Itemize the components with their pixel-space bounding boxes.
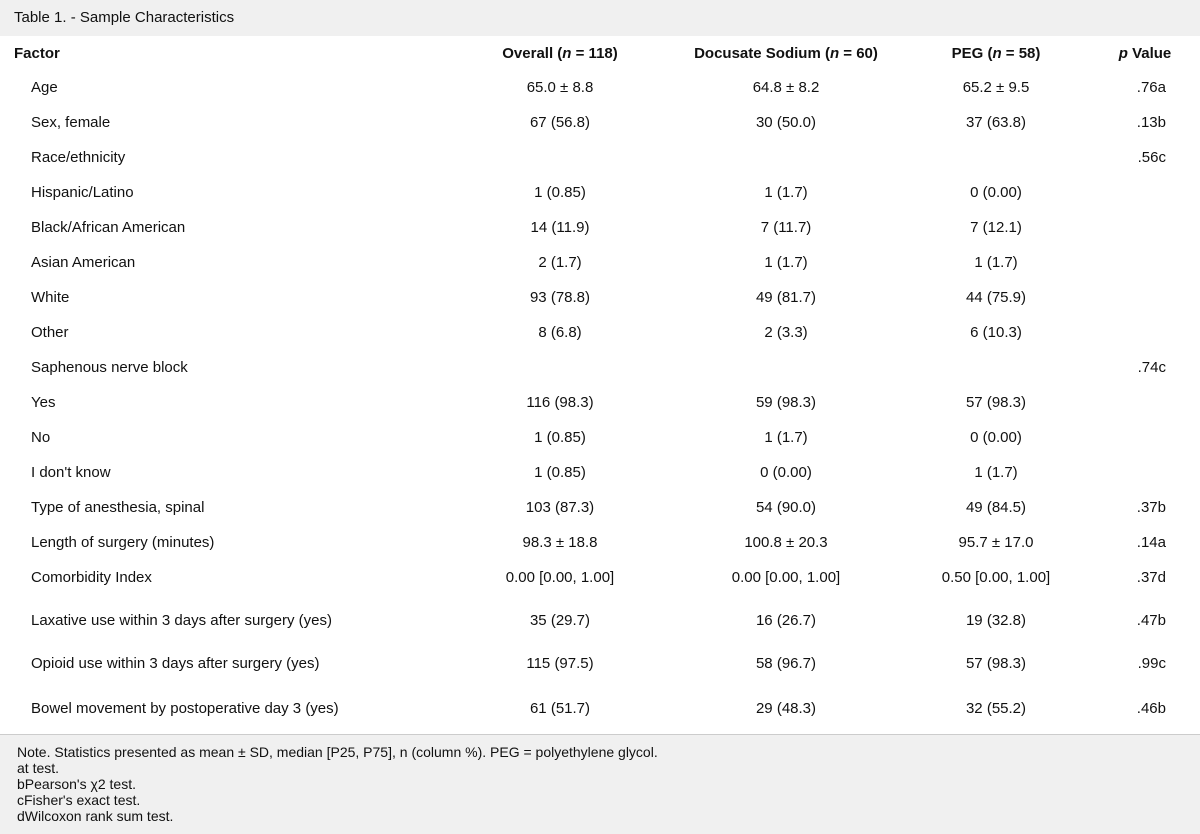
p-value-cell [1090,385,1200,420]
header-text: n [992,44,1002,62]
factor-cell: Opioid use within 3 days after surgery (yes) [31,655,320,672]
table-row [0,175,1200,210]
p-value-cell: .37b [1136,499,1166,516]
note-line: cFisher's exact test. [17,792,141,808]
peg-cell: 65.2 ± 9.5 [962,79,1030,96]
overall-cell: 65.0 ± 8.8 [526,79,594,96]
docusate-cell: 1 (1.7) [764,184,808,201]
table-row [0,280,1200,315]
overall-cell: 2 (1.7) [538,254,582,271]
table-header-row [0,36,1200,70]
factor-cell: Yes [31,394,56,411]
peg-cell: 19 (32.8) [965,612,1027,629]
docusate-cell: 64.8 ± 8.2 [752,79,820,96]
note-line: at test. [17,760,60,776]
header-text: Overall ( [502,44,563,62]
p-value-cell [1090,175,1200,210]
table-row [0,525,1200,560]
overall-cell: 98.3 ± 18.8 [522,534,598,551]
column-header-overall [450,36,670,70]
table-notes [0,734,1200,834]
peg-cell: 49 (84.5) [965,499,1027,516]
table-row [0,490,1200,525]
peg-cell: 57 (98.3) [965,655,1027,672]
table-row [0,350,1200,385]
column-header-peg [902,36,1090,70]
header-text: Docusate Sodium ( [694,44,830,62]
sample-characteristics-table [0,36,1200,735]
table-row [0,420,1200,455]
factor-cell: Hispanic/Latino [31,184,134,201]
table-row [0,245,1200,280]
overall-cell: 1 (0.85) [534,429,586,446]
overall-cell: 0.00 [0.00, 1.00] [505,569,615,586]
overall-cell: 35 (29.7) [529,612,591,629]
p-value-cell: .76a [1136,79,1166,96]
overall-cell: 1 (0.85) [534,184,586,201]
docusate-cell: 30 (50.0) [755,114,817,131]
docusate-cell: 58 (96.7) [755,655,817,672]
factor-cell: Type of anesthesia, spinal [31,499,205,516]
docusate-cell: 1 (1.7) [764,254,808,271]
peg-cell: 6 (10.3) [970,324,1022,341]
peg-cell: 57 (98.3) [965,394,1027,411]
factor-cell: No [31,429,51,446]
factor-cell: Race/ethnicity [31,149,126,166]
table-container [0,36,1200,735]
table-row [0,646,1200,681]
factor-cell: Saphenous nerve block [31,359,188,376]
table-row [0,70,1200,105]
peg-cell: 7 (12.1) [970,219,1022,236]
overall-cell [450,350,670,385]
peg-cell: 1 (1.7) [974,254,1018,271]
column-header-factor: Factor [14,44,60,62]
table-row [0,560,1200,595]
table-row [0,140,1200,175]
header-text: = 60) [839,44,878,62]
table-row [0,210,1200,245]
docusate-cell: 1 (1.7) [764,429,808,446]
peg-cell: 0.50 [0.00, 1.00] [941,569,1051,586]
factor-cell: Laxative use within 3 days after surgery (yes) [31,612,332,629]
peg-cell: 1 (1.7) [974,464,1018,481]
docusate-cell: 16 (26.7) [755,612,817,629]
factor-cell: Other [31,324,69,341]
peg-cell: 0 (0.00) [970,184,1022,201]
factor-cell: Bowel movement by postoperative day 3 (yes) [31,699,339,717]
peg-cell: 0 (0.00) [970,429,1022,446]
overall-cell [450,140,670,175]
table-row [0,681,1200,735]
p-value-cell: .46b [1136,699,1166,717]
header-text: p [1118,44,1128,62]
p-value-cell [1090,245,1200,280]
column-header-docusate [670,36,902,70]
table-row [0,315,1200,350]
docusate-cell: 2 (3.3) [764,324,808,341]
peg-cell: 32 (55.2) [965,699,1027,717]
p-value-cell: .37d [1136,569,1166,586]
p-value-cell: .74c [1137,359,1166,376]
p-value-cell: .14a [1136,534,1166,551]
table-row [0,385,1200,420]
docusate-cell: 49 (81.7) [755,289,817,306]
overall-cell: 115 (97.5) [526,655,594,672]
docusate-cell: 0 (0.00) [760,464,812,481]
header-text: = 58) [1001,44,1041,62]
peg-cell [902,140,1090,175]
docusate-cell: 7 (11.7) [760,219,812,236]
p-value-cell: .47b [1136,612,1166,629]
p-value-cell [1090,280,1200,315]
table-body [0,70,1200,735]
p-value-cell [1090,455,1200,490]
peg-cell [902,350,1090,385]
header-text: Value [1127,44,1172,62]
table-row [0,455,1200,490]
factor-cell: Black/African American [31,219,186,236]
docusate-cell [670,350,902,385]
table-row [0,105,1200,140]
overall-cell: 61 (51.7) [529,699,591,717]
factor-cell: Asian American [31,254,136,271]
peg-cell: 44 (75.9) [965,289,1027,306]
p-value-cell: .13b [1136,114,1166,131]
overall-cell: 116 (98.3) [526,394,594,411]
factor-cell: White [31,289,70,306]
docusate-cell [670,140,902,175]
docusate-cell: 59 (98.3) [755,394,817,411]
peg-cell: 95.7 ± 17.0 [958,534,1034,551]
table-row [0,595,1200,646]
note-line: dWilcoxon rank sum test. [17,808,174,824]
note-line: Note. Statistics presented as mean ± SD, median [P25, P75], n (column %). PEG = polyethylene glycol. [17,744,658,760]
overall-cell: 93 (78.8) [529,289,591,306]
column-header-p-value [1090,36,1200,70]
factor-cell: Sex, female [31,114,111,131]
p-value-cell [1090,315,1200,350]
header-text: n [562,44,572,62]
overall-cell: 14 (11.9) [530,219,590,236]
overall-cell: 8 (6.8) [538,324,582,341]
overall-cell: 103 (87.3) [525,499,595,516]
factor-cell: Length of surgery (minutes) [31,534,215,551]
p-value-cell: .56c [1137,149,1166,166]
header-text: PEG ( [951,44,993,62]
docusate-cell: 100.8 ± 20.3 [744,534,828,551]
peg-cell: 37 (63.8) [965,114,1027,131]
docusate-cell: 54 (90.0) [755,499,817,516]
header-text: = 118) [571,44,618,62]
docusate-cell: 0.00 [0.00, 1.00] [731,569,841,586]
factor-cell: I don't know [31,464,111,481]
p-value-cell: .99c [1137,655,1166,672]
table-caption: Table 1. - Sample Characteristics [0,0,1200,36]
p-value-cell [1090,210,1200,245]
overall-cell: 1 (0.85) [534,464,586,481]
docusate-cell: 29 (48.3) [755,699,817,717]
p-value-cell [1090,420,1200,455]
overall-cell: 67 (56.8) [529,114,591,131]
factor-cell: Age [31,79,58,96]
factor-cell: Comorbidity Index [31,569,152,586]
note-line: bPearson's χ2 test. [17,776,136,792]
header-text: n [829,44,840,62]
